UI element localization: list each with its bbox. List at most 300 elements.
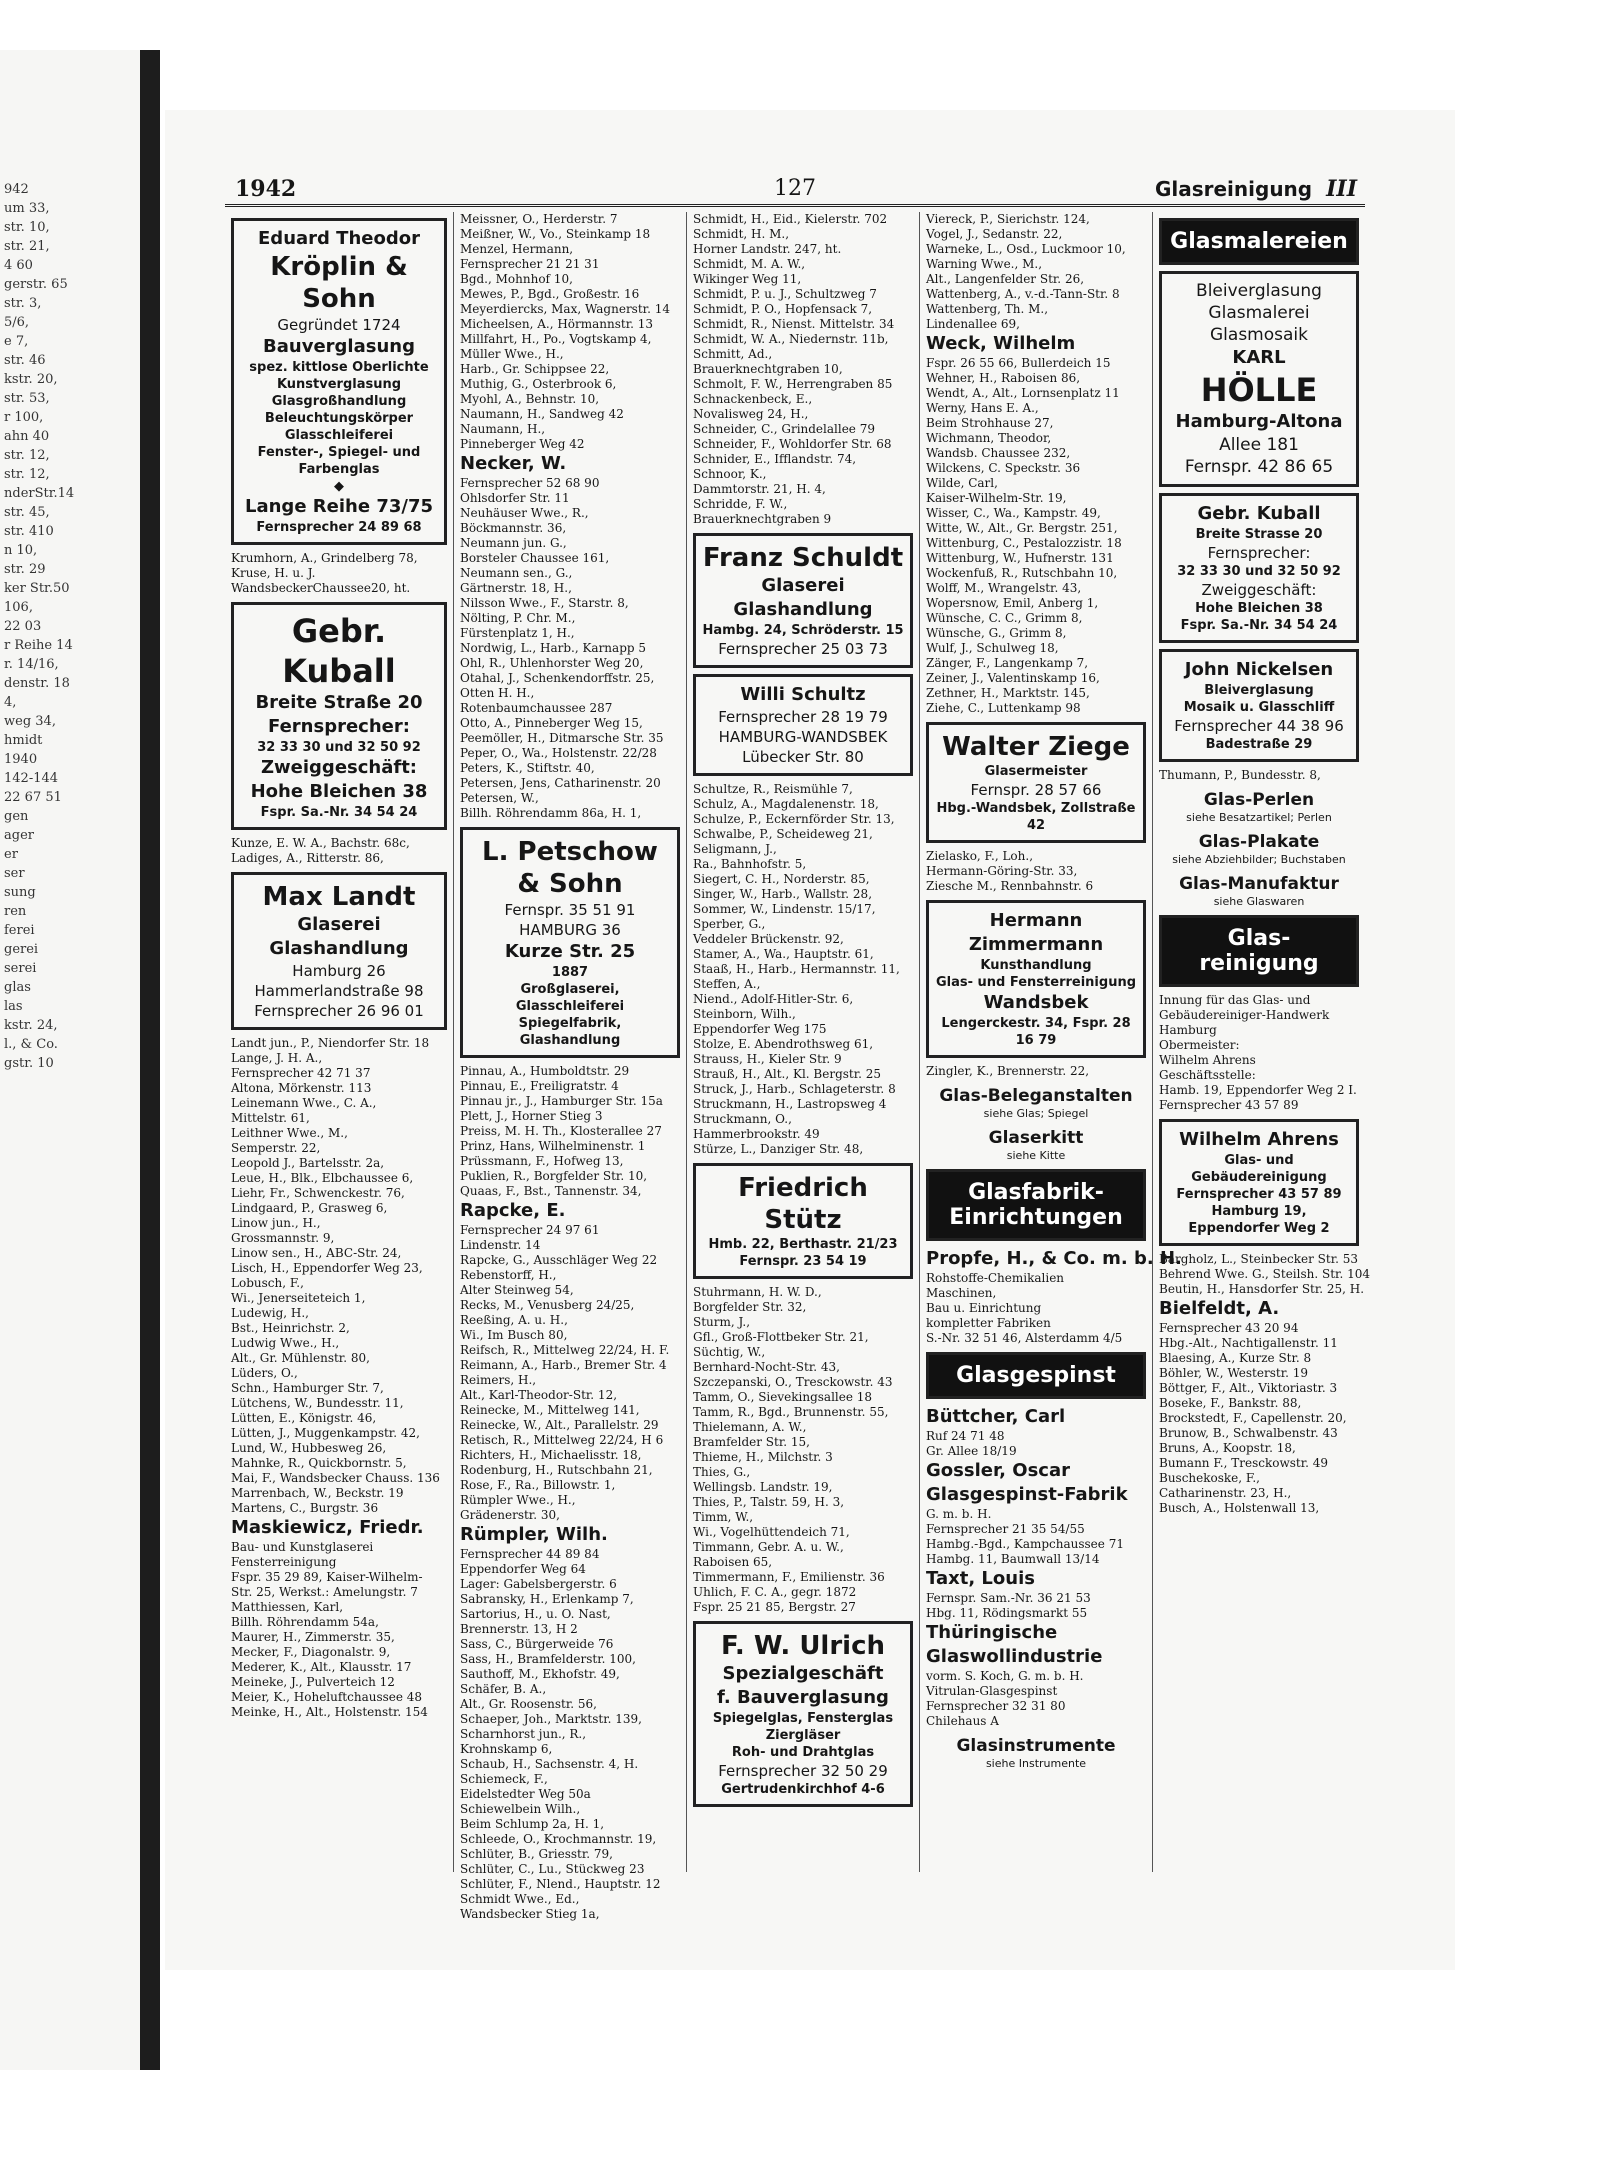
listing-entry: Thies, P., Talstr. 59, H. 3, [693,1495,845,1509]
listing-entry: Altona, Mörkenstr. 113 [231,1081,372,1095]
listing-entry: Böhler, W., Westerstr. 19 [1159,1366,1309,1380]
entries-group [1159,768,1359,783]
adjacent-page-line: str. 410 [4,524,54,539]
entries-group [460,212,680,452]
adjacent-page-line: gerstr. 65 [4,277,68,292]
listing-entry: Strauss, H., Kieler Str. 9 [693,1052,842,1066]
listing-entry: Brauerknechtgraben 9 [693,512,832,526]
listing-entry: Wünsche, C. C., Grimm 8, [926,611,1083,625]
entries-group [693,212,913,527]
listing-entry: Wellingsb. Landstr. 19, [693,1480,833,1494]
listing-entry: Bramfelder Str. 15, [693,1435,810,1449]
header-section-title: Glasreinigung [1154,177,1313,201]
ad-kroplin-line4: Beleuchtungskörper [264,411,414,426]
header-roman: III [1326,176,1357,202]
listing-entry: Schmidt, M. A. W., [693,257,806,271]
ad-kroplin-address: Lange Reihe 73/75 [245,496,433,517]
listing-entry: Schneider, F., Wohldorfer Str. 68 [693,437,892,451]
adjacent-page-line: ferei [4,923,35,938]
ad-zimmermann [926,900,1146,1058]
listing-entry: Thieme, H., Milchstr. 3 [693,1450,833,1464]
big-entry: Necker, W. [460,453,567,474]
adjacent-page-line: 942 [4,182,29,197]
listing-entry: Lüders, O., [231,1366,298,1380]
ad-petschow-line2: Spiegelfabrik, Glashandlung [518,1016,622,1048]
listing-entry: Naumann, H., [460,422,546,436]
ad-landt-name: Max Landt [262,882,416,912]
listing-entry: Schmidt Wwe., Ed., [460,1892,580,1906]
listing-entry: Wisser, C., Wa., Kampstr. 49, [926,506,1101,520]
listing-entry: Ludwig Wwe., H., [231,1336,340,1350]
entries-group [926,1591,1146,1621]
listing-entry: Timmann, Gebr. A. u. W., [693,1540,844,1554]
listing-entry: Ohl, R., Uhlenhorster Weg 20, [460,656,644,670]
ad-stutz-phone: Fernspr. 23 54 19 [739,1254,867,1269]
listing-entry: Stolze, E. Abendrothsweg 61, [693,1037,874,1051]
listing-entry: Sommer, W., Lindenstr. 15/17, [693,902,876,916]
entries-group [926,1271,1146,1346]
listing-entry: Lütten, J., Muggenkampstr. 42, [231,1426,420,1440]
listing-entry: Richters, H., Michaelisstr. 18, [460,1448,642,1462]
listing-entry: Schlüter, B., Griesstr. 79, [460,1847,613,1861]
listing-entry: Schnider, E., Ifflandstr. 74, [693,452,857,466]
ad-petschow-phone: Fernspr. 35 51 91 [504,901,636,919]
listing-entry: Wi., Vogelhüttendeich 71, [693,1525,850,1539]
ad-kuball2 [1159,493,1359,643]
adjacent-page-line: 106, [4,600,33,615]
listing-entry: Lindgaard, P., Grasweg 6, [231,1201,388,1215]
listing-entry: Müller Wwe., H., [460,347,564,361]
listing-entry: Fernspr. Sam.-Nr. 36 21 53 [926,1591,1091,1605]
listing-entry: Schmidt, H., Eid., Kielerstr. 702 [693,212,888,226]
listing-entry: Blaesing, A., Kurze Str. 8 [1159,1351,1312,1365]
listing-entry: Schmidt, R., Nienst. Mittelstr. 34 [693,317,895,331]
listing-entry: Linow sen., H., ABC-Str. 24, [231,1246,402,1260]
entries-group [231,836,447,866]
listing-entry: Meissner, O., Herderstr. 7 [460,212,618,226]
adjacent-page-line: gerei [4,942,39,957]
listing-entry: Recks, M., Venusberg 24/25, [460,1298,635,1312]
adjacent-page-line: ager [4,828,34,843]
listing-entry: Wichmann, Theodor, [926,431,1052,445]
adjacent-page-line: serei [4,961,37,976]
ad-kroplin [231,218,447,545]
listing-entry: Tamm, O., Sievekingsallee 18 [693,1390,873,1404]
listing-entry: Menzel, Hermann, [460,242,574,256]
listing-entry: Stuhrmann, H. W. D., [693,1285,822,1299]
listing-entry: Leue, H., Blk., Elbchaussee 6, [231,1171,414,1185]
listing-entry: Wockenfuß, R., Rutschbahn 10, [926,566,1118,580]
ad-petschow-name: L. Petschow & Sohn [482,837,658,899]
xref-heading: Glaserkitt [988,1128,1084,1148]
listing-entry: Bumann F., Tresckowstr. 49 [1159,1456,1329,1470]
listing-entry: Nilsson Wwe., F., Starstr. 8, [460,596,629,610]
listing-entry: Peters, K., Stiftstr. 40, [460,761,595,775]
listing-entry: Wulf, J., Schulweg 18, [926,641,1059,655]
listing-entry: Mahnke, R., Quickbornstr. 5, [231,1456,407,1470]
ad-ulrich-name: F. W. Ulrich [720,1631,886,1661]
ad-holle-phone: Fernspr. 42 86 65 [1184,457,1334,477]
adjacent-page-line: str. 46 [4,353,46,368]
ad-ziege-addr: Hbg.-Wandsbek, Zollstraße 42 [936,801,1136,833]
listing-entry: Thielemann, A. W., [693,1420,807,1434]
big-entry: Thüringische Glaswollindustrie [926,1622,1103,1667]
entries-group [926,212,1146,332]
listing-entry: Meißner, W., Vo., Steinkamp 18 [460,227,651,241]
entries-group [1159,993,1359,1113]
listing-entry: Alt., Gr. Roosenstr. 56, [460,1697,597,1711]
ad-petschow [460,827,680,1058]
column-4 [919,212,1182,1872]
listing-entry: Millfahrt, H., Po., Vogtskamp 4, [460,332,652,346]
listing-entry: Krumhorn, A., Grindelberg 78, [231,551,418,565]
ad-kuball2-branch-phone: Fspr. Sa.-Nr. 34 54 24 [1180,618,1338,633]
adjacent-page-line: um 33, [4,201,50,216]
ad-zimmermann-line1: Kunsthandlung [980,958,1092,973]
column-5 [1152,212,1370,1872]
listing-entry: Beutin, H., Hansdorfer Str. 25, H. [1159,1282,1365,1296]
ad-schultz-city: HAMBURG-WANDSBEK [718,728,888,746]
section-banner-glasfabrik [926,1169,1146,1241]
ad-zimmermann-addr: Lengerckestr. 34, Fspr. 28 16 79 [941,1016,1131,1048]
listing-entry: Rose, F., Ra., Billowstr. 1, [460,1478,616,1492]
listing-entry: Fernsprecher 32 31 80 [926,1699,1066,1713]
adjacent-page-line: str. 45, [4,505,50,520]
ad-ulrich-line3: Spiegelglas, Fensterglas [712,1711,894,1726]
section-banner-glasmalereien: Glasmalereien [1159,218,1359,265]
adjacent-page-line: gstr. 10 [4,1056,54,1071]
ad-petschow-year: 1887 [551,965,589,980]
adjacent-page-line: str. 12, [4,467,50,482]
listing-entry: Brunow, B., Schwalbenstr. 43 [1159,1426,1338,1440]
ad-holle-line1: Bleiverglasung [1196,281,1322,301]
listing-entry: Hambg.-Bgd., Kampchaussee 71 [926,1537,1124,1551]
ad-landt [231,872,447,1030]
adjacent-page-line: las [4,999,23,1014]
listing-entry: Schulz, A., Magdalenenstr. 18, [693,797,879,811]
adjacent-page-line: er [4,847,18,862]
listing-entry: Meineke, J., Pulverteich 12 [231,1675,395,1689]
listing-entry: Alter Steinweg 54, [460,1283,574,1297]
listing-entry: Prinz, Hans, Wilhelminenstr. 1 [460,1139,646,1153]
ad-schuldt-line1: Glaserei [761,575,845,596]
listing-entry: Sturm, J., [693,1315,751,1329]
listing-entry: Wittenburg, W., Hufnerstr. 131 [926,551,1114,565]
ad-landt-line2: Glashandlung [269,938,409,959]
listing-entry: Lund, W., Hubbesweg 26, [231,1441,387,1455]
listing-entry: Pinnau, A., Humboldtstr. 29 [460,1064,630,1078]
ad-schultz-phone: Fernsprecher 28 19 79 [718,708,888,726]
listing-entry: Zingler, K., Brennerstr. 22, [926,1064,1090,1078]
listing-entry: Fernsprecher 21 35 54/55 [926,1522,1085,1536]
xref-heading: Glas-Manufaktur [1179,874,1339,894]
entries-group [1159,1252,1370,1297]
listing-entry: Schultze, R., Reismühle 7, [693,782,853,796]
listing-entry: Rümpler Wwe., H., [460,1493,576,1507]
ad-schultz-name: Willi Schultz [740,684,866,705]
listing-entry: Mederer, K., Alt., Klausstr. 17 [231,1660,412,1674]
ad-schultz [693,674,913,776]
listing-entry: Otten H. H., [460,686,535,700]
adjacent-page-line: weg 34, [4,714,56,729]
listing-entry: Naumann, H., Sandweg 42 [460,407,624,421]
listing-entry: Martens, C., Burgstr. 36 [231,1501,379,1515]
listing-entry: Schmidt, P. u. J., Schultzweg 7 [693,287,877,301]
listing-entry: Vitrulan-Glasgespinst [926,1684,1058,1698]
listing-entry: Wendt, A., Alt., Lornsenplatz 11 [926,386,1120,400]
ad-stutz-name: Friedrich Stütz [738,1173,868,1235]
entries-group [460,1547,680,1922]
listing-entry: Meyerdiercks, Max, Wagnerstr. 14 [460,302,670,316]
cross-reference [1159,831,1359,867]
big-entry: Bielfeldt, A. [1159,1298,1280,1319]
listing-entry: Ra., Bahnhofstr. 5, [693,857,807,871]
listing-entry: Hamburg [1159,1023,1217,1037]
listing-entry: Matthiessen, Karl, [231,1600,344,1614]
listing-entry: Singer, W., Harb., Wallstr. 28, [693,887,873,901]
listing-entry: Lobusch, F., [231,1276,304,1290]
banner-line: Glasfabrik- [968,1180,1104,1205]
listing-entry: Beim Schlump 2a, H. 1, [460,1817,605,1831]
ad-holle-line3: Glasmosaik [1210,325,1308,345]
listing-entry: Schmidt, P. O., Hopfensack 7, [693,302,873,316]
listing-entry: Reeßing, A. u. H., [460,1313,568,1327]
listing-entry: Wilde, Carl, [926,476,998,490]
ad-ahrens-phone: Fernsprecher 43 57 89 [1176,1187,1342,1202]
listing-entry: Otahal, J., Schenkendorffstr. 25, [460,671,655,685]
ad-nickelsen-phone: Fernsprecher 44 38 96 [1174,717,1344,735]
listing-entry: Schäfer, B. A., [460,1682,547,1696]
ad-schuldt-addr: Hambg. 24, Schröderstr. 15 [702,623,904,638]
ad-kroplin-phone: Fernsprecher 24 89 68 [256,520,422,535]
listing-entry: Thies, G., [693,1465,751,1479]
listing-entry: Wilhelm Ahrens [1159,1053,1256,1067]
listing-entry: Sartorius, H., u. O. Nast, [460,1607,611,1621]
listing-entry: Rohstoffe-Chemikalien [926,1271,1065,1285]
ad-kuball-branch: Hohe Bleichen 38 [250,781,428,802]
listing-entry: Neuhäuser Wwe., R., [460,506,589,520]
xref-heading: Glasinstrumente [956,1736,1116,1756]
entries-group [460,1223,680,1523]
ad-kuball2-phones: 32 33 30 und 32 50 92 [1177,564,1341,579]
ad-nickelsen [1159,649,1359,762]
ad-ulrich-line1: Spezialgeschäft [722,1663,884,1684]
ad-ahrens-line1: Glas- und Gebäudereinigung [1191,1153,1327,1185]
adjacent-page-line: nderStr.14 [4,486,75,501]
listing-entry: Uhlich, F. C. A., gegr. 1872 [693,1585,857,1599]
big-entry: Gossler, Oscar Glasgespinst-Fabrik [926,1460,1128,1505]
listing-entry: Fspr. 35 29 89, Kaiser-Wilhelm- [231,1570,423,1584]
listing-entry: Siegert, C. H., Norderstr. 85, [693,872,870,886]
column-2 [453,212,686,1921]
adjacent-page-line: gen [4,809,29,824]
listing-entry: Mai, F., Wandsbecker Chauss. 136 [231,1471,440,1485]
listing-entry: Grossmannstr. 9, [231,1231,335,1245]
cross-reference [926,1735,1146,1771]
ad-schuldt-phone: Fernsprecher 25 03 73 [718,640,888,658]
listing-entry: Str. 25, Werkst.: Amelungstr. 7 [231,1585,418,1599]
listing-entry: Hbg. 11, Rödingsmarkt 55 [926,1606,1088,1620]
listing-entry: G. m. b. H. [926,1507,992,1521]
adjacent-page-text [4,180,134,1073]
listing-entry: Sauthoff, M., Ekhofstr. 49, [460,1667,620,1681]
listing-entry: Struck, J., Harb., Schlageterstr. 8 [693,1082,896,1096]
entries-group [693,782,913,1157]
listing-entry: Wi., Jenerseiteteich 1, [231,1291,366,1305]
listing-entry: Gfl., Groß-Flottbeker Str. 21, [693,1330,869,1344]
adjacent-page-line: n 10, [4,543,38,558]
ad-kroplin-line1: spez. kittlose Oberlichte [249,360,429,375]
listing-entry: Reinecke, M., Mittelweg 141, [460,1403,640,1417]
banner-line: Einrichtungen [949,1205,1123,1230]
listing-entry: Neumann sen., G., [460,566,573,580]
listing-entry: Kruse, H. u. J. [231,566,316,580]
listing-entry: Stamer, A., Wa., Hauptstr. 61, [693,947,874,961]
listing-entry: Reifsch, R., Mittelweg 22/24, H. F. [460,1343,670,1357]
adjacent-page-line: ahn 40 [4,429,50,444]
listing-entry: Lindenstr. 14 [460,1238,541,1252]
listing-entry: Wandsbecker Stieg 1a, [460,1907,600,1921]
listing-entry: Timmermann, F., Emilienstr. 36 [693,1570,885,1584]
entries-group [460,476,680,821]
ad-holle-first: KARL [1232,347,1286,368]
ad-kuball-name1: Gebr. [291,612,387,650]
listing-entry: Ruf 24 71 48 [926,1429,1005,1443]
listing-entry: Billh. Röhrendamm 54a, [231,1615,379,1629]
listing-entry: Warneke, L., Osd., Luckmoor 10, [926,242,1126,256]
listing-entry: Retisch, R., Mittelweg 22/24, H 6 [460,1433,664,1447]
listing-entry: Marrenbach, W., Beckstr. 19 [231,1486,404,1500]
adjacent-page-line: 5/6, [4,315,30,330]
listing-entry: Struckmann, H., Lastropsweg 4 [693,1097,887,1111]
listing-entry: Boseke, F., Bankstr. 88, [1159,1396,1302,1410]
listing-entry: Hermann-Göring-Str. 33, [926,864,1078,878]
listing-entry: Gärtnerstr. 18, H., [460,581,572,595]
listing-entry: Plett, J., Horner Stieg 3 [460,1109,603,1123]
listing-entry: Mecker, F., Diagonalstr. 9, [231,1645,391,1659]
listing-entry: Eppendorfer Weg 64 [460,1562,586,1576]
listing-entry: Semperstr. 22, [231,1141,321,1155]
entries-group [926,1669,1146,1729]
listing-entry: Peemöller, H., Ditmarsche Str. 35 [460,731,664,745]
xref-see: siehe Glas; Spiegel [983,1107,1089,1120]
ad-kroplin-trade: Bauverglasung [263,336,415,357]
ad-ahrens-name: Wilhelm Ahrens [1179,1129,1339,1150]
ad-kuball-branch-phone: Fspr. Sa.-Nr. 34 54 24 [260,805,418,820]
xref-see: siehe Glaswaren [1213,895,1305,908]
listing-entry: Liehr, Fr., Schwenckestr. 76, [231,1186,405,1200]
listing-entry: Hammerbrookstr. 49 [693,1127,820,1141]
listing-entry: Obermeister: [1159,1038,1240,1052]
listing-entry: Alt., Gr. Mühlenstr. 80, [231,1351,370,1365]
listing-entry: Fernsprecher 52 68 90 [460,476,600,490]
listing-entry: Böttger, F., Alt., Viktoriastr. 3 [1159,1381,1338,1395]
listing-entry: Scharnhorst jun., R., [460,1727,587,1741]
banner-line: Glas- [1227,926,1291,951]
big-entry: Weck, Wilhelm [926,333,1076,354]
listing-entry: Nölting, P. Chr. M., [460,611,576,625]
adjacent-page-line: str. 29 [4,562,46,577]
adjacent-page-line: 142-144 [4,771,59,786]
xref-see: siehe Instrumente [985,1757,1087,1770]
listing-entry: Otto, A., Pinneberger Weg 15, [460,716,643,730]
adjacent-page-line: l., & Co. [4,1037,58,1052]
listing-entry: Wandsb. Chaussee 232, [926,446,1071,460]
ad-kuball-addr: Breite Straße 20 [255,692,423,713]
listing-entry: Steinborn, Wilh., [693,1007,796,1021]
ad-holle-addr: Allee 181 [1219,435,1299,455]
listing-entry: Zeiner, J., Valentinskamp 16, [926,671,1100,685]
listing-entry: Dammtorstr. 21, H. 4, [693,482,826,496]
ad-holle-line2: Glasmalerei [1208,303,1310,323]
adjacent-page-line: kstr. 24, [4,1018,58,1033]
ad-ulrich-addr: Gertrudenkirchhof 4-6 [721,1782,885,1797]
listing-entry: Wikinger Weg 11, [693,272,802,286]
xref-see: siehe Abziehbilder; Buchstaben [1172,853,1346,866]
header-section [1155,176,1357,202]
big-entry: Taxt, Louis [926,1568,1035,1589]
listing-entry: Böckmannstr. 36, [460,521,567,535]
listing-entry: Maurer, H., Zimmerstr. 35, [231,1630,395,1644]
listing-entry: Veddeler Brückenstr. 92, [693,932,844,946]
listing-entry: Ladiges, A., Ritterstr. 86, [231,851,384,865]
ad-ulrich-line4: Ziergläser [765,1728,841,1743]
listing-entry: Rapcke, G., Ausschläger Weg 22 [460,1253,658,1267]
listing-entry: Schaeper, Joh., Marktstr. 139, [460,1712,642,1726]
listing-entry: Borgfelder Str. 32, [693,1300,807,1314]
listing-entry: Busch, A., Holstenwall 13, [1159,1501,1320,1515]
listing-entry: Gebäudereiniger-Handwerk [1159,1008,1330,1022]
listing-entry: Schridde, F. W., [693,497,788,511]
adjacent-page-line: r. 14/16, [4,657,59,672]
entries-group [926,356,1146,716]
listing-entry: Borsteler Chaussee 161, [460,551,610,565]
listing-entry: Fürstenplatz 1, H., [460,626,575,640]
listing-entry: Wehner, H., Raboisen 86, [926,371,1081,385]
listing-entry: Ludewig, H., [231,1306,309,1320]
listing-entry: Tamm, R., Bgd., Brunnenstr. 55, [693,1405,889,1419]
listing-entry: Leithner Wwe., M., [231,1126,348,1140]
listing-entry: Vogel, J., Sedanstr. 22, [926,227,1063,241]
adjacent-page-line: kstr. 20, [4,372,58,387]
listing-entry: Hbg.-Alt., Nachtigallenstr. 11 [1159,1336,1338,1350]
listing-entry: Ziehe, C., Luttenkamp 98 [926,701,1081,715]
adjacent-page-line: ren [4,904,27,919]
listing-entry: Strauß, H., Alt., Kl. Bergstr. 25 [693,1067,882,1081]
cross-reference [926,1127,1146,1163]
ad-kuball-name2: Kuball [282,652,396,690]
listing-entry: Meier, K., Hoheluftchaussee 48 [231,1690,423,1704]
listing-entry: Preiss, M. H. Th., Klosterallee 27 [460,1124,662,1138]
ad-landt-line1: Glaserei [297,914,381,935]
listing-entry: Brauerknechtgraben 10, [693,362,843,376]
adjacent-page-line: sung [4,885,36,900]
listing-entry: Hamb. 19, Eppendorfer Weg 2 I. [1159,1083,1357,1097]
ad-petschow-line1: Großglaserei, Glasschleiferei [515,982,625,1014]
ad-landt-addr: Hammerlandstraße 98 [254,982,424,1000]
listing-entry: Schlüter, F., Nlend., Hauptstr. 12 [460,1877,661,1891]
listing-entry: Beim Strohhause 27, [926,416,1054,430]
xref-see: siehe Besatzartikel; Perlen [1186,811,1332,824]
listing-entry: Bargholz, L., Steinbecker Str. 53 [1159,1252,1359,1266]
ad-holle-city: Hamburg-Altona [1175,411,1343,432]
listing-entry: Fernsprecher 24 97 61 [460,1223,600,1237]
listing-entry: Schwalbe, P., Scheideweg 21, [693,827,873,841]
ad-zimmermann-line2: Glas- und Fensterreinigung [935,975,1137,990]
listing-entry: Fernsprecher 42 71 37 [231,1066,371,1080]
listing-entry: Lütten, E., Königstr. 46, [231,1411,377,1425]
adjacent-page-line: r Reihe 14 [4,638,73,653]
